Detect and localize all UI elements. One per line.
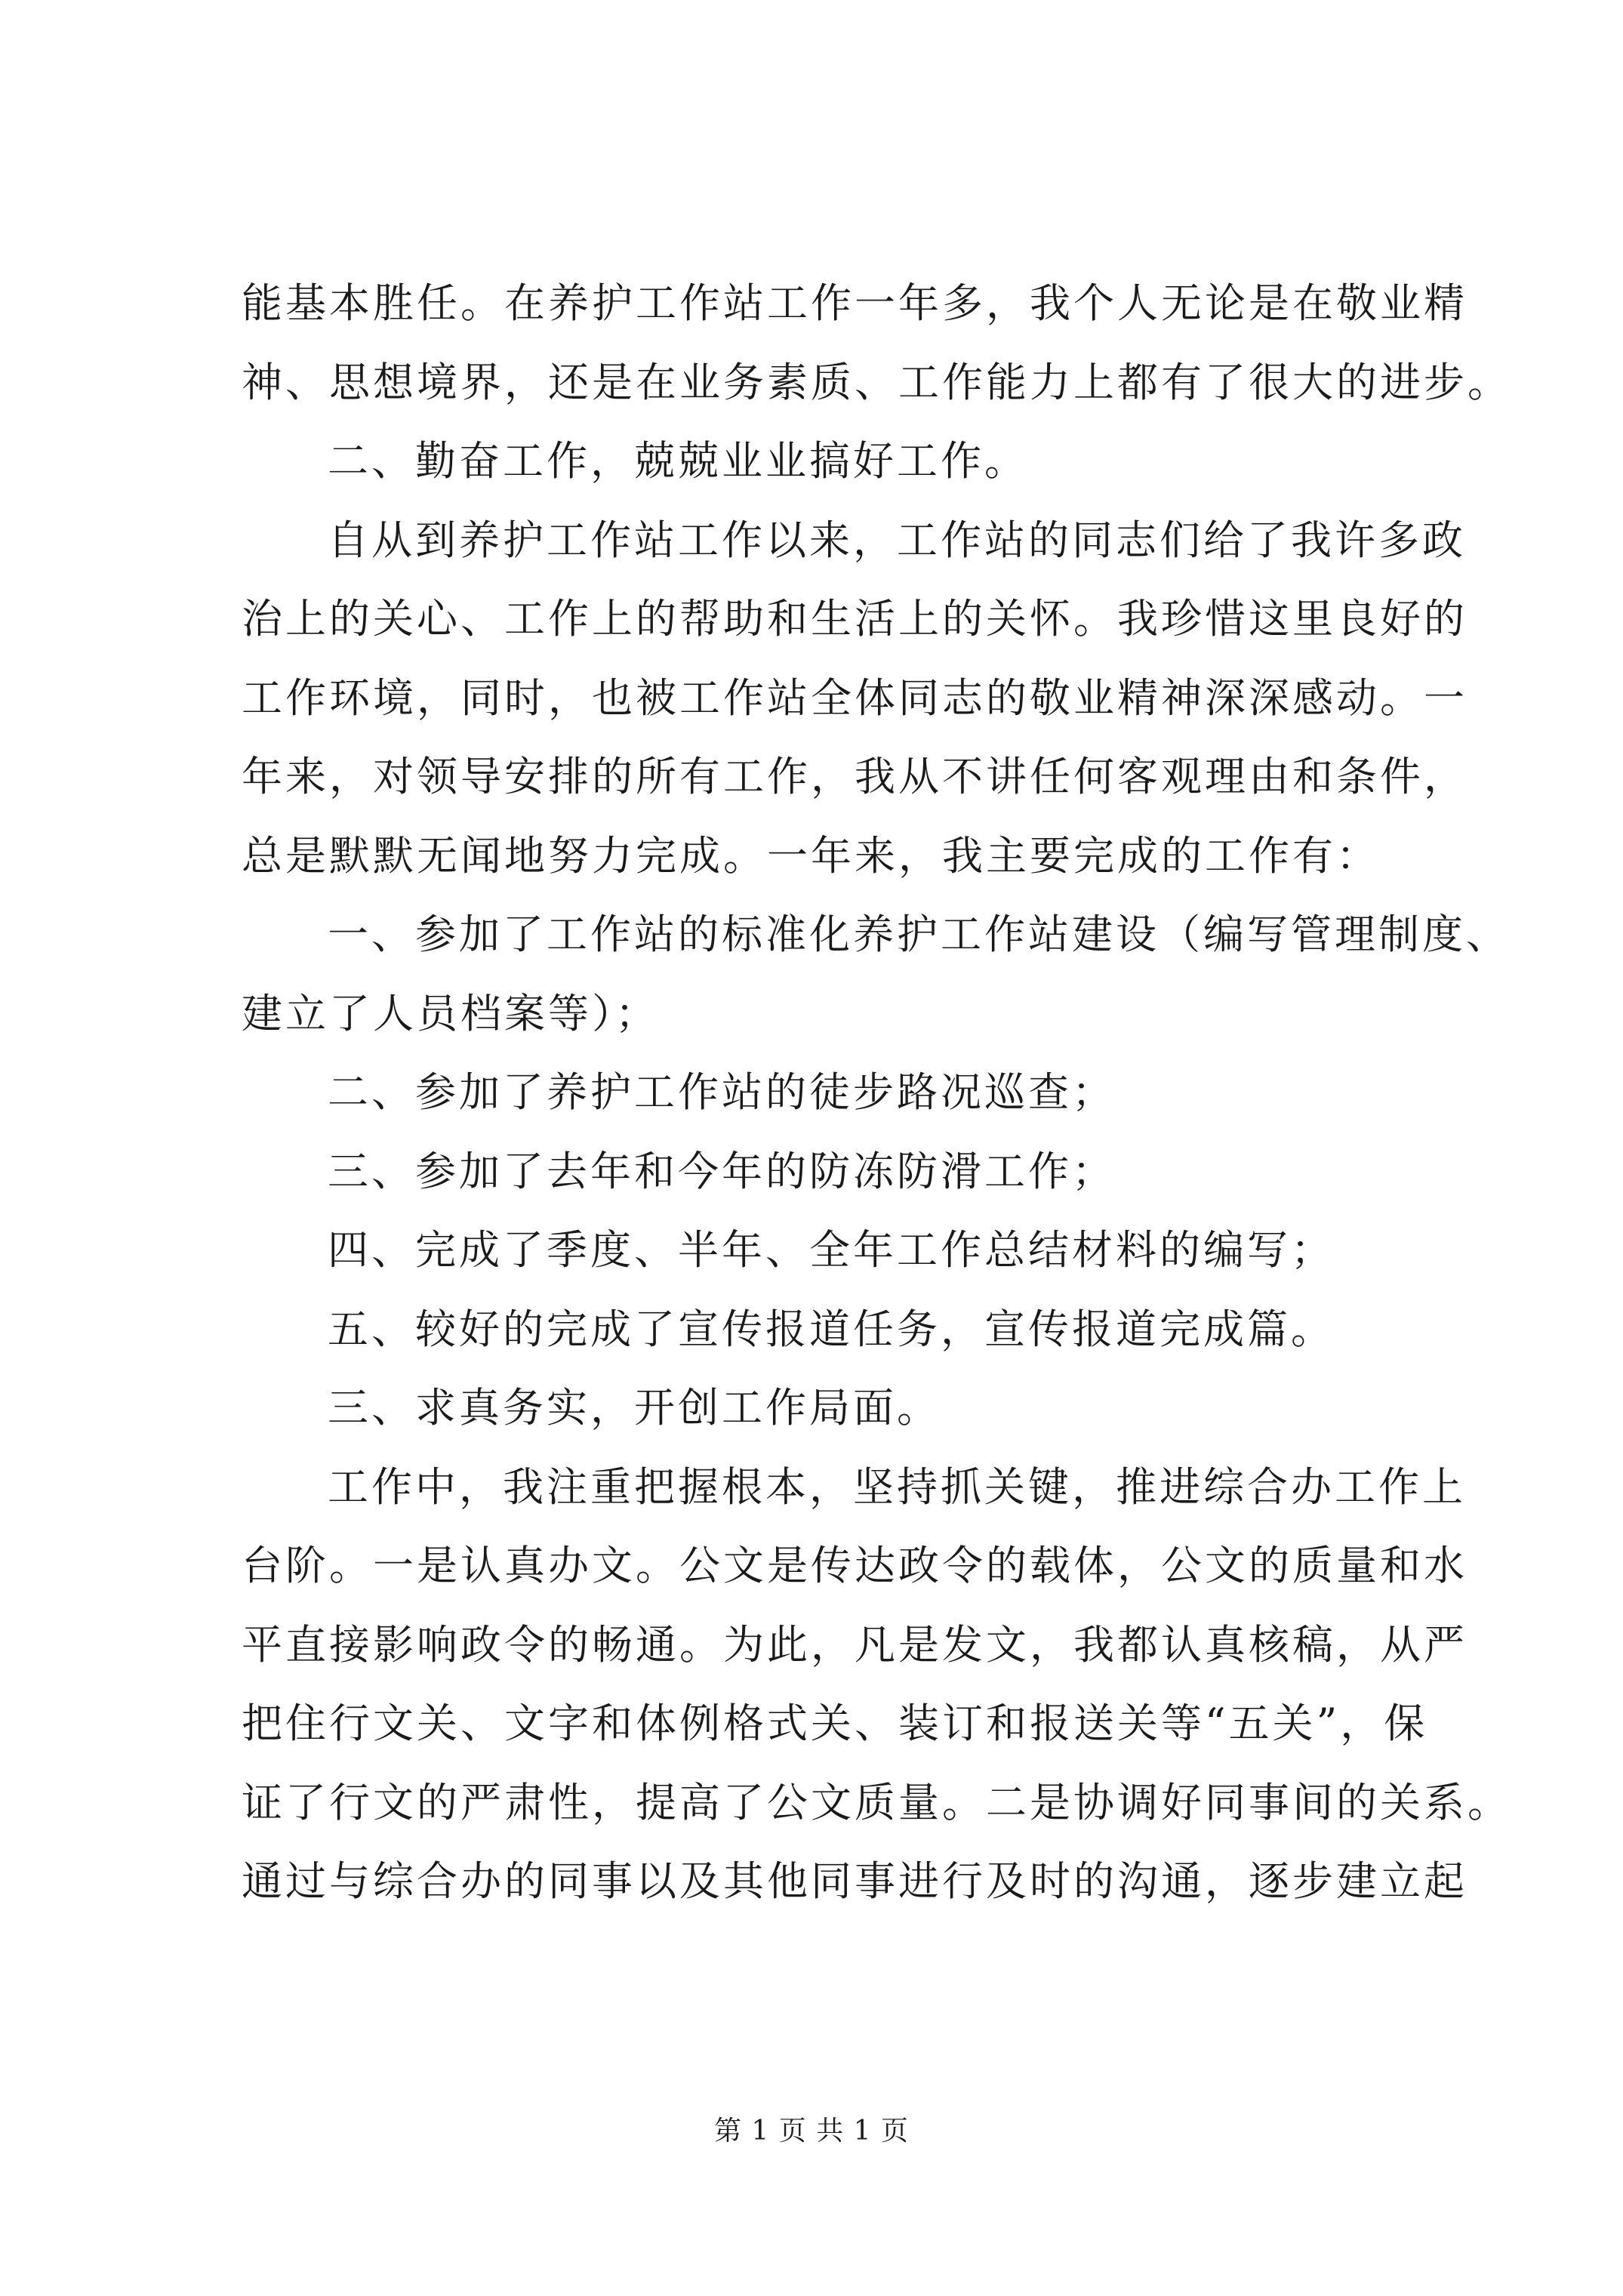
text-line: 四、完成了季度、半年、全年工作总结材料的编写；: [328, 1226, 1335, 1274]
text-line: 建立了人员档案等）；: [242, 989, 659, 1037]
text-line: 治上的关心、工作上的帮助和生活上的关怀。我珍惜这里良好的: [242, 595, 1467, 643]
text-line: 通过与综合办的同事以及其他同事进行及时的沟通，逐步建立起: [242, 1857, 1467, 1905]
text-line: 把住行文关、文字和体例格式关、装订和报送关等“五关”，保: [242, 1700, 1428, 1747]
text-line: 五、较好的完成了宣传报道任务，宣传报道完成篇。: [328, 1305, 1335, 1353]
text-line: 自从到养护工作站工作以来，工作站的同志们给了我许多政: [328, 516, 1466, 564]
text-line: 神、思想境界，还是在业务素质、工作能力上都有了很大的进步。: [242, 358, 1511, 406]
text-line: 台阶。一是认真办文。公文是传达政令的载体，公文的质量和水: [242, 1542, 1467, 1589]
text-line: 二、勤奋工作，兢兢业业搞好工作。: [328, 437, 1028, 485]
text-line: 三、参加了去年和今年的防冻防滑工作；: [328, 1147, 1116, 1195]
body-text: [242, 264, 1511, 1922]
text-line: 年来，对领导安排的所有工作，我从不讲任何客观理由和条件，: [242, 753, 1467, 800]
text-line: 工作中，我注重把握根本，坚持抓关键，推进综合办工作上: [328, 1462, 1466, 1511]
page-footer: 第 1 页 共 1 页: [713, 2116, 910, 2147]
text-line: 能基本胜任。在养护工作站工作一年多，我个人无论是在敬业精: [242, 279, 1467, 327]
text-line: 一、参加了工作站的标准化养护工作站建设（编写管理制度、: [328, 911, 1510, 958]
text-line: 平直接影响政令的畅通。为此，凡是发文，我都认真核稿，从严: [242, 1620, 1467, 1669]
text-line: 证了行文的严肃性，提高了公文质量。二是协调好同事间的关系。: [242, 1778, 1511, 1826]
text-line: 三、求真务实，开创工作局面。: [328, 1384, 941, 1432]
text-line: 总是默默无闻地努力完成。一年来，我主要完成的工作有：: [242, 831, 1380, 880]
text-line: 工作环境，同时，也被工作站全体同志的敬业精神深深感动。一: [242, 673, 1467, 722]
text-line: 二、参加了养护工作站的徒步路况巡查；: [328, 1068, 1116, 1116]
